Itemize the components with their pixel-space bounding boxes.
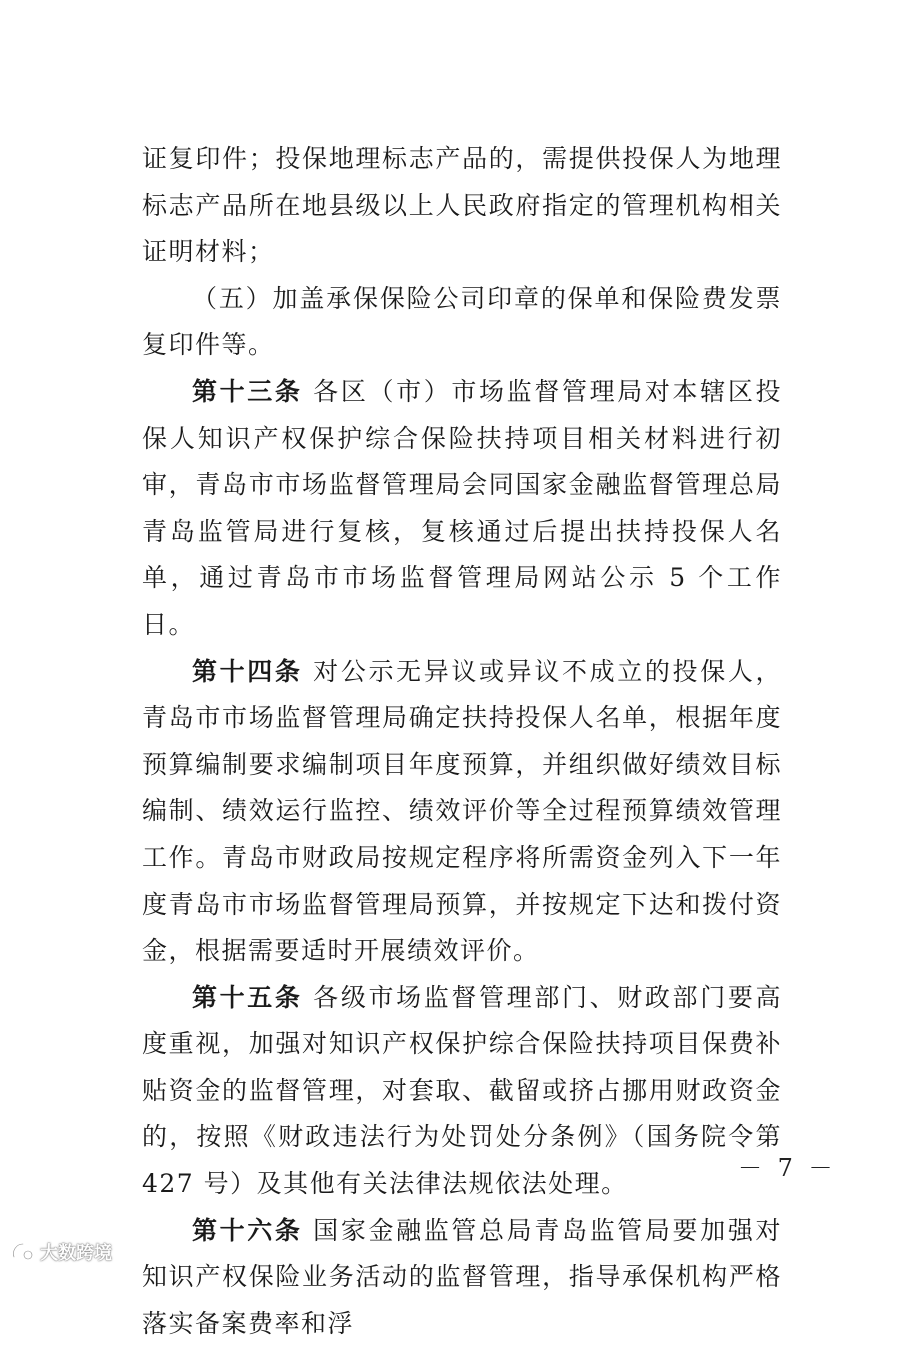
paragraph: [142, 369, 782, 649]
article-number: 第十四条: [192, 656, 303, 686]
document-body: [142, 136, 782, 1347]
paragraph-text: （五）加盖承保保险公司印章的保单和保险费发票复印件等。: [142, 283, 782, 360]
paragraph-text: 各区（市）市场监督管理局对本辖区投保人知识产权保护综合保险扶持项目相关材料进行初审，青岛市市场监督管理局会同国家金融监督管理总局青岛监管局进行复核，复核通过后提出扶持投保人名单，通过青岛市市场监督管理局网站公示 5 个工作日。: [142, 376, 782, 639]
brand-logo-icon: [10, 1239, 36, 1265]
paragraph-text: 国家金融监管总局青岛监管局要加强对知识产权保险业务活动的监督管理，指导承保机构严格落实备案费率和浮: [142, 1215, 782, 1338]
paragraph: [142, 136, 782, 276]
paragraph: [142, 975, 782, 1208]
watermark-text: 大数跨境: [40, 1243, 112, 1264]
paragraph-text: 对公示无异议或异议不成立的投保人，青岛市市场监督管理局确定扶持投保人名单，根据年度预算编制要求编制项目年度预算，并组织做好绩效目标编制、绩效运行监控、绩效评价等全过程预算绩效管理工作。青岛市财政局按规定程序将所需资金列入下一年度青岛市市场监督管理局预算，并按规定下达和拨付资金，根据需要适时开展绩效评价。: [142, 656, 782, 966]
article-number: 第十六条: [192, 1215, 303, 1245]
watermark: [10, 1236, 112, 1268]
page-number: － 7 －: [738, 1154, 837, 1182]
paragraph-text: 各级市场监督管理部门、财政部门要高度重视，加强对知识产权保护综合保险扶持项目保费补贴资金的监督管理，对套取、截留或挤占挪用财政资金的，按照《财政违法行为处罚处分条例》（国务院令第 427 号）及其他有关法律法规依法处理。: [142, 982, 782, 1199]
article-number: 第十五条: [192, 982, 303, 1012]
paragraph-text: 证复印件；投保地理标志产品的，需提供投保人为地理标志产品所在地县级以上人民政府指定的管理机构相关证明材料；: [142, 144, 782, 267]
article-number: 第十三条: [192, 376, 303, 406]
paragraph: [142, 1208, 782, 1347]
paragraph: [142, 649, 782, 975]
paragraph: [142, 276, 782, 369]
